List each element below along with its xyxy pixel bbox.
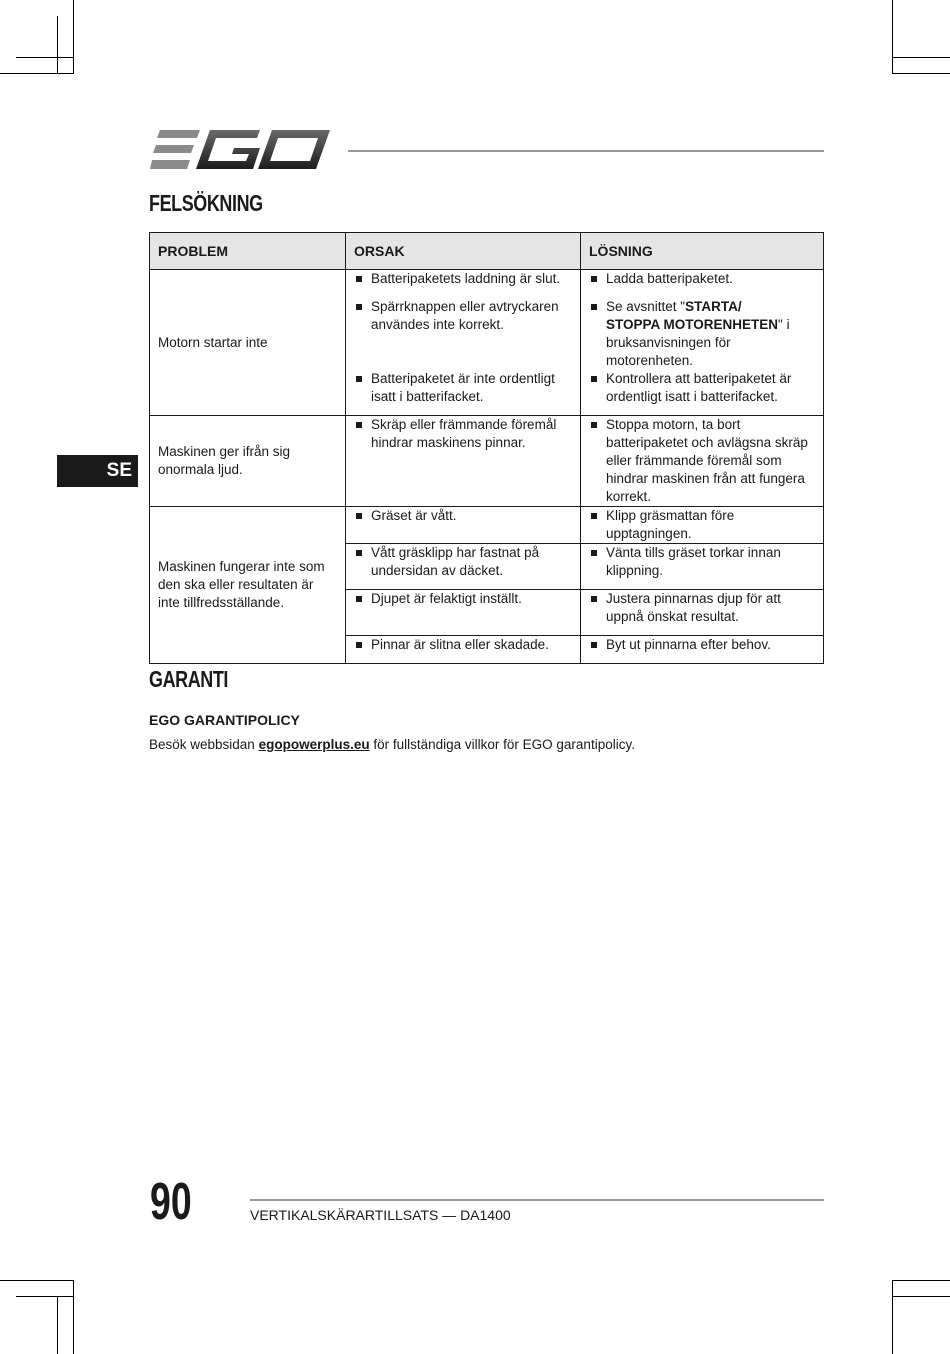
header-rule [348, 150, 824, 152]
table-row [150, 416, 824, 507]
crop-mark [892, 1280, 950, 1281]
section-title-warranty: GARANTI [149, 666, 228, 692]
solution-text-part: Se avsnittet " [606, 298, 686, 314]
crop-mark [16, 1296, 74, 1297]
solution-cell [581, 507, 824, 544]
cause-text: Vått gräsklipp har fastnat på undersidan av däcket. [354, 544, 572, 580]
crop-mark [0, 1280, 74, 1281]
column-header-solution: LÖSNING [581, 233, 824, 270]
solution-cell [581, 298, 824, 370]
crop-mark [73, 0, 74, 74]
crop-mark [73, 1280, 74, 1354]
crop-mark [892, 0, 893, 74]
crop-mark [892, 1296, 950, 1297]
cause-cell [346, 507, 581, 544]
solution-text-part: " i bruksanvisningen för motorenheten. [606, 316, 790, 368]
cause-cell [346, 636, 581, 664]
solution-text-bold: STOPPA MOTORENHETEN [606, 316, 779, 332]
warranty-text-post: för fullständiga villkor för EGO garantipolicy. [369, 737, 635, 752]
page-number: 90 [150, 1173, 192, 1231]
footer-product-title: VERTIKALSKÄRARTILLSATS — DA1400 [250, 1207, 511, 1223]
crop-mark [16, 57, 74, 58]
crop-mark [892, 1280, 893, 1354]
solution-text: Ladda batteripaketet. [589, 270, 815, 288]
column-header-problem: PROBLEM [150, 233, 346, 270]
language-tab: SE [57, 455, 138, 487]
solution-cell [581, 590, 824, 636]
crop-mark [57, 16, 58, 74]
warranty-text-pre: Besök webbsidan [149, 737, 259, 752]
table-row [150, 507, 824, 544]
solution-text: Justera pinnarnas djup för att uppnå önskat resultat. [589, 590, 815, 626]
cause-text: Spärrknappen eller avtryckaren användes inte korrekt. [354, 298, 572, 334]
problem-cell: Maskinen fungerar inte som den ska eller resultaten är inte tillfredsställande. [150, 507, 346, 664]
crop-mark [892, 73, 950, 74]
problem-cell: Maskinen ger ifrån sig onormala ljud. [150, 416, 346, 507]
solution-text: Byt ut pinnarna efter behov. [589, 636, 815, 654]
problem-cell: Motorn startar inte [150, 270, 346, 416]
column-header-cause: ORSAK [346, 233, 581, 270]
ego-logo [150, 128, 332, 172]
table-header-row [150, 233, 824, 270]
cause-cell [346, 270, 581, 298]
solution-text: Kontrollera att batteripaketet är ordentligt isatt i batterifacket. [589, 370, 815, 406]
website-link[interactable]: egopowerplus.eu [258, 737, 370, 752]
footer-rule [250, 1199, 824, 1201]
crop-mark [0, 73, 74, 74]
cause-cell [346, 416, 581, 507]
solution-text: Stoppa motorn, ta bort batteripaketet och avlägsna skräp eller främmande föremål som hindrar maskinen från att fungera korrekt. [589, 416, 815, 506]
warranty-subheading: EGO GARANTIPOLICY [149, 712, 300, 728]
solution-cell [581, 370, 824, 416]
warranty-text [149, 737, 635, 752]
crop-mark [57, 1296, 58, 1354]
cause-text: Skräp eller främmande föremål hindrar maskinens pinnar. [354, 416, 572, 452]
cause-text: Pinnar är slitna eller skadade. [354, 636, 572, 654]
solution-cell [581, 416, 824, 507]
solution-cell [581, 270, 824, 298]
solution-text-bold: STARTA/ [685, 298, 742, 314]
solution-text: Klipp gräsmattan före upptagningen. [589, 507, 815, 543]
table-row [150, 270, 824, 298]
cause-text: Gräset är vått. [354, 507, 572, 525]
cause-text: Djupet är felaktigt inställt. [354, 590, 572, 608]
section-title-troubleshooting: FELSÖKNING [149, 190, 263, 216]
cause-cell [346, 590, 581, 636]
cause-cell [346, 544, 581, 590]
troubleshooting-table [149, 232, 824, 664]
solution-cell [581, 636, 824, 664]
cause-text: Batteripaketet är inte ordentligt isatt i batterifacket. [354, 370, 572, 406]
cause-text: Batteripaketets laddning är slut. [354, 270, 572, 288]
crop-mark [892, 57, 950, 58]
solution-text [589, 298, 815, 370]
solution-text: Vänta tills gräset torkar innan klippning. [589, 544, 815, 580]
cause-cell [346, 370, 581, 416]
cause-cell [346, 298, 581, 370]
solution-cell [581, 544, 824, 590]
